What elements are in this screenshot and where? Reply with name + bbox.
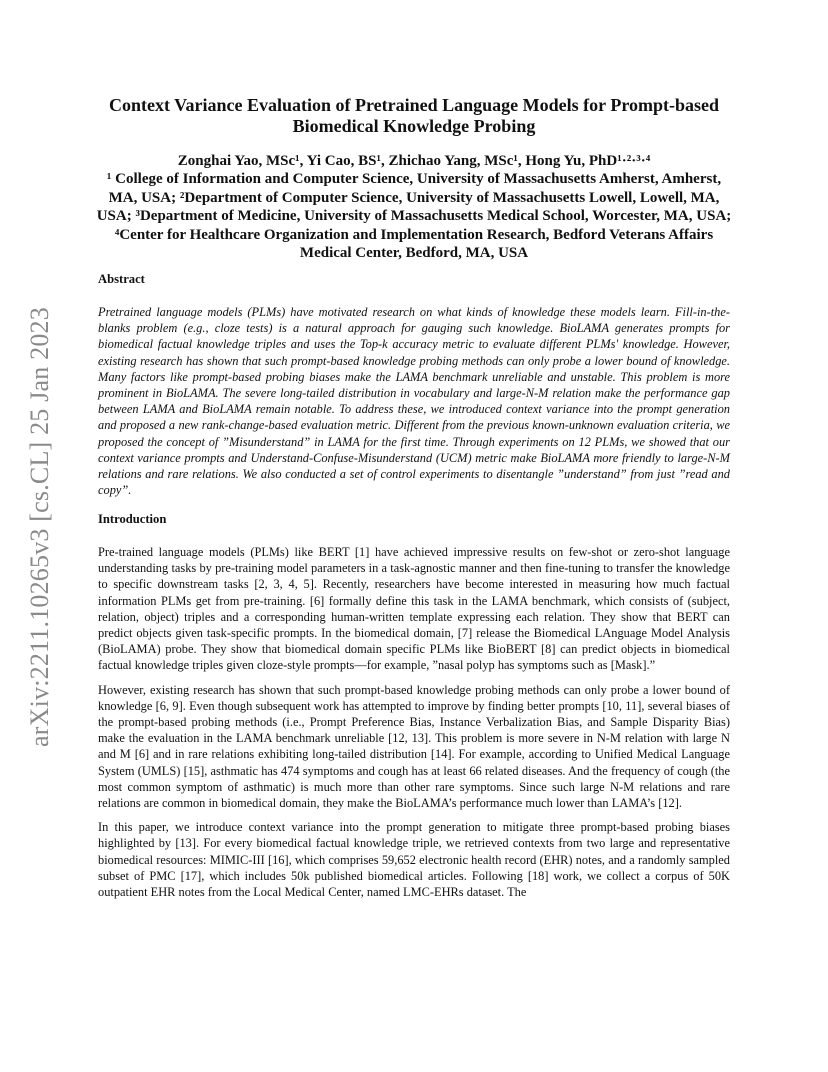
abstract-heading: Abstract [98, 272, 145, 286]
author-block [96, 152, 732, 262]
arxiv-stamp-text: arXiv:2211.10265v3 [cs.CL] 25 Jan 2023 [25, 307, 54, 747]
abstract-body: Pretrained language models (PLMs) have motivated research on what kinds of knowledge these models learn. Fill-in-the-blanks problem (e.g., cloze tests) is a natural approach for gauging such knowledge. BioLAMA generates prompts for biomedical factual knowledge triples and uses the Top-k accuracy metric to evaluate different PLMs' knowledge. However, existing research has shown that such prompt-based knowledge probing methods can only probe a lower bound of knowledge. Many factors like prompt-based probing biases make the LAMA benchmark unreliable and unstable. This problem is more prominent in BioLAMA. The severe long-tailed distribution in vocabulary and large-N-M relation make the performance gap between LAMA and BioLAMA remain notable. To address these, we introduced context variance into the prompt generation and proposed a new rank-change-based evaluation metric. Different from the previous known-unknown evaluation criteria, we proposed the concept of ”Misunderstand” in LAMA for the first time. Through experiments on 12 PLMs, we showed that our context variance prompts and Understand-Confuse-Misunderstand (UCM) metric make BioLAMA more friendly to large-N-M relations and rare relations. We also conducted a set of control experiments to disentangle ”understand” from just ”read and copy”. [98, 305, 730, 498]
introduction-heading: Introduction [98, 512, 167, 526]
introduction-body [98, 544, 730, 900]
intro-paragraph-2: However, existing research has shown that such prompt-based knowledge probing methods can only probe a lower bound of knowledge [6, 9]. Even though subsequent work has attempted to improve by finding better prompts [10, 11], several biases of the prompt-based probing methods (i.e., Prompt Preference Bias, Instance Verbalization Bias, and Sample Disparity Bias) make the evaluation in the LAMA benchmark unreliable [12, 13]. This problem is more severe in N-M relation with large N and M [6] and in rare relations exhibiting long-tailed distribution [14]. For example, according to Unified Medical Language System (UMLS) [15], asthmatic has 474 symptoms and cough has at least 66 related diseases. And the frequency of cough (the most common symptom of asthmatic) is much more than other rare symptoms. Since such large N-M relations and rare relations are common in biomedical domain, they make the BioLAMA’s performance much lower than LAMA’s [12]. [98, 682, 730, 811]
author-affiliations: ¹ College of Information and Computer Science, University of Massachusetts Amherst, Amherst, MA, USA; ²Department of Computer Science, University of Massachusetts Lowell, Lowell, MA, USA; ³Department of Medicine, University of Massachusetts Medical School, Worcester, MA, USA; ⁴Center for Healthcare Organization and Implementation Research, Bedford Veterans Affairs Medical Center, Bedford, MA, USA [96, 171, 732, 262]
intro-paragraph-3: In this paper, we introduce context variance into the prompt generation to mitigate three prompt-based probing biases highlighted by [13]. For every biomedical factual knowledge triple, we retrieved contexts from two large and representative biomedical resources: MIMIC-III [16], which comprises 59,652 electronic health record (EHR) notes, and a randomly sampled subset of PMC [17], which includes 50k published biomedical articles. Following [18] work, we collect a corpus of 50K outpatient EHR notes from the Local Medical Center, named LMC-EHRs dataset. The [98, 820, 730, 900]
intro-paragraph-1: Pre-trained language models (PLMs) like BERT [1] have achieved impressive results on few-shot or zero-shot language understanding tasks by pre-training model parameters in a task-agnostic manner and then fine-tuning to transfer the knowledge to specific downstream tasks [2, 3, 4, 5]. Recently, researchers have become interested in measuring how much factual information PLMs get from pre-training. [6] formally define this task in the LAMA benchmark, which consists of (subject, relation, object) triples and a corresponding human-written template expressing each relation. They show that BERT can predict objects given task-specific prompts. In the biomedical domain, [7] release the Biomedical LAnguage Model Analysis (BioLAMA) probe. They show that biomedical domain specific PLMs like BioBERT [8] can predict objects in biomedical factual knowledge triples given cloze-style prompts—for example, ”nasal polyp has symptoms such as [Mask].” [98, 545, 730, 673]
author-names: Zonghai Yao, MSc¹, Yi Cao, BS¹, Zhichao Yang, MSc¹, Hong Yu, PhD¹·²·³·⁴ [177, 153, 651, 169]
paper-title: Context Variance Evaluation of Pretrained Language Models for Prompt-based Biomedical Knowledge Probing [109, 95, 719, 136]
